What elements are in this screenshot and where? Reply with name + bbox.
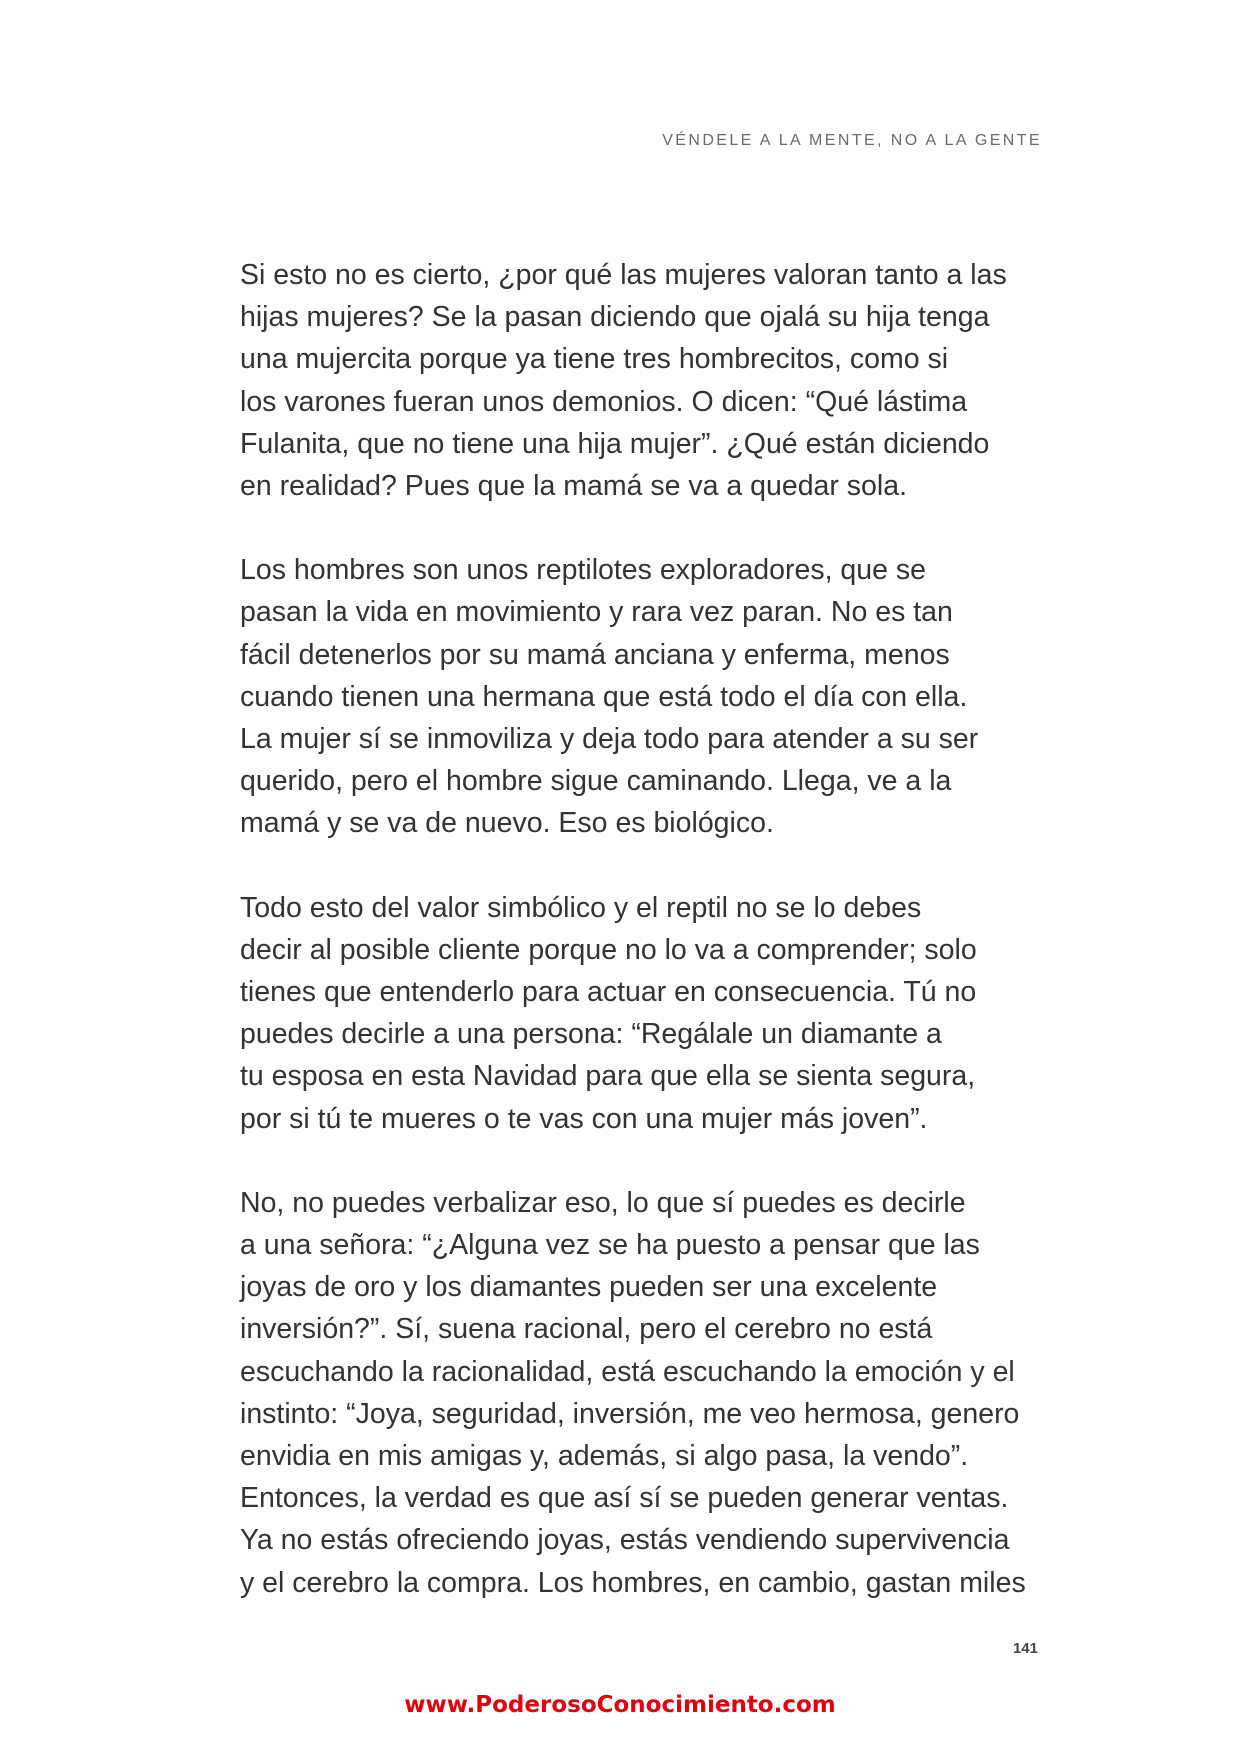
text-line: instinto: “Joya, seguridad, inversión, me veo hermosa, genero	[240, 1397, 1020, 1430]
text-line: por si tú te mueres o te vas con una mujer más joven”.	[240, 1102, 928, 1135]
text-line: a una señora: “¿Alguna vez se ha puesto a pensar que las	[240, 1229, 980, 1262]
page-number: 141	[1012, 1640, 1038, 1657]
text-line: cuando tienen una hermana que está todo el día con ella.	[240, 680, 968, 713]
text-line: pasan la vida en movimiento y rara vez paran. No es tan	[240, 596, 953, 629]
text-line: envidia en mis amigas y, además, si algo pasa, la vendo”.	[240, 1440, 969, 1473]
text-line: La mujer sí se inmoviliza y deja todo para atender a su ser	[240, 723, 979, 756]
text-line: inversión?”. Sí, suena racional, pero el cerebro no está	[240, 1313, 933, 1346]
text-line: tienes que entenderlo para actuar en consecuencia. Tú no	[240, 976, 977, 1009]
text-line: No, no puedes verbalizar eso, lo que sí puedes es decirle	[240, 1186, 966, 1219]
body-text	[240, 254, 1060, 1646]
text-line: fácil detenerlos por su mamá anciana y enferma, menos	[240, 638, 950, 671]
text-line: los varones fueran unos demonios. O dicen: “Qué lástima	[240, 385, 968, 418]
text-line: Ya no estás ofreciendo joyas, estás vendiendo supervivencia	[240, 1524, 1010, 1557]
paragraph	[240, 887, 1060, 1140]
text-line: una mujercita porque ya tiene tres hombrecitos, como si	[240, 343, 949, 376]
paragraph	[240, 549, 1060, 844]
text-line: tu esposa en esta Navidad para que ella se sienta segura,	[240, 1060, 976, 1093]
text-line: puedes decirle a una persona: “Regálale un diamante a	[240, 1018, 942, 1051]
text-line: joyas de oro y los diamantes pueden ser una excelente	[240, 1271, 938, 1304]
text-line: Si esto no es cierto, ¿por qué las mujeres valoran tanto a las	[240, 259, 1007, 291]
text-line: Fulanita, que no tiene una hija mujer”. ¿Qué están diciendo	[240, 427, 990, 460]
running-header-title: VÉNDELE A LA MENTE, NO A LA GENTE	[662, 132, 1042, 149]
text-line: hijas mujeres? Se la pasan diciendo que ojalá su hija tenga	[240, 301, 990, 334]
text-line: decir al posible cliente porque no lo va a comprender; solo	[240, 933, 977, 966]
text-line: Entonces, la verdad es que así sí se pueden generar ventas.	[240, 1482, 1009, 1515]
text-line: querido, pero el hombre sigue caminando. Llega, ve a la	[240, 765, 952, 798]
text-line: escuchando la racionalidad, está escuchando la emoción y el	[240, 1355, 1015, 1388]
paragraph	[240, 254, 1060, 507]
paragraph	[240, 1182, 1060, 1604]
text-line: Todo esto del valor simbólico y el reptil no se lo debes	[240, 891, 922, 924]
text-line: Los hombres son unos reptilotes exploradores, que se	[240, 554, 926, 587]
text-line: mamá y se va de nuevo. Eso es biológico.	[240, 807, 774, 840]
watermark-link[interactable]: www.PoderosoConocimiento.com	[404, 1692, 836, 1718]
text-line: en realidad? Pues que la mamá se va a quedar sola.	[240, 470, 908, 503]
text-line: y el cerebro la compra. Los hombres, en cambio, gastan miles	[240, 1566, 1026, 1599]
